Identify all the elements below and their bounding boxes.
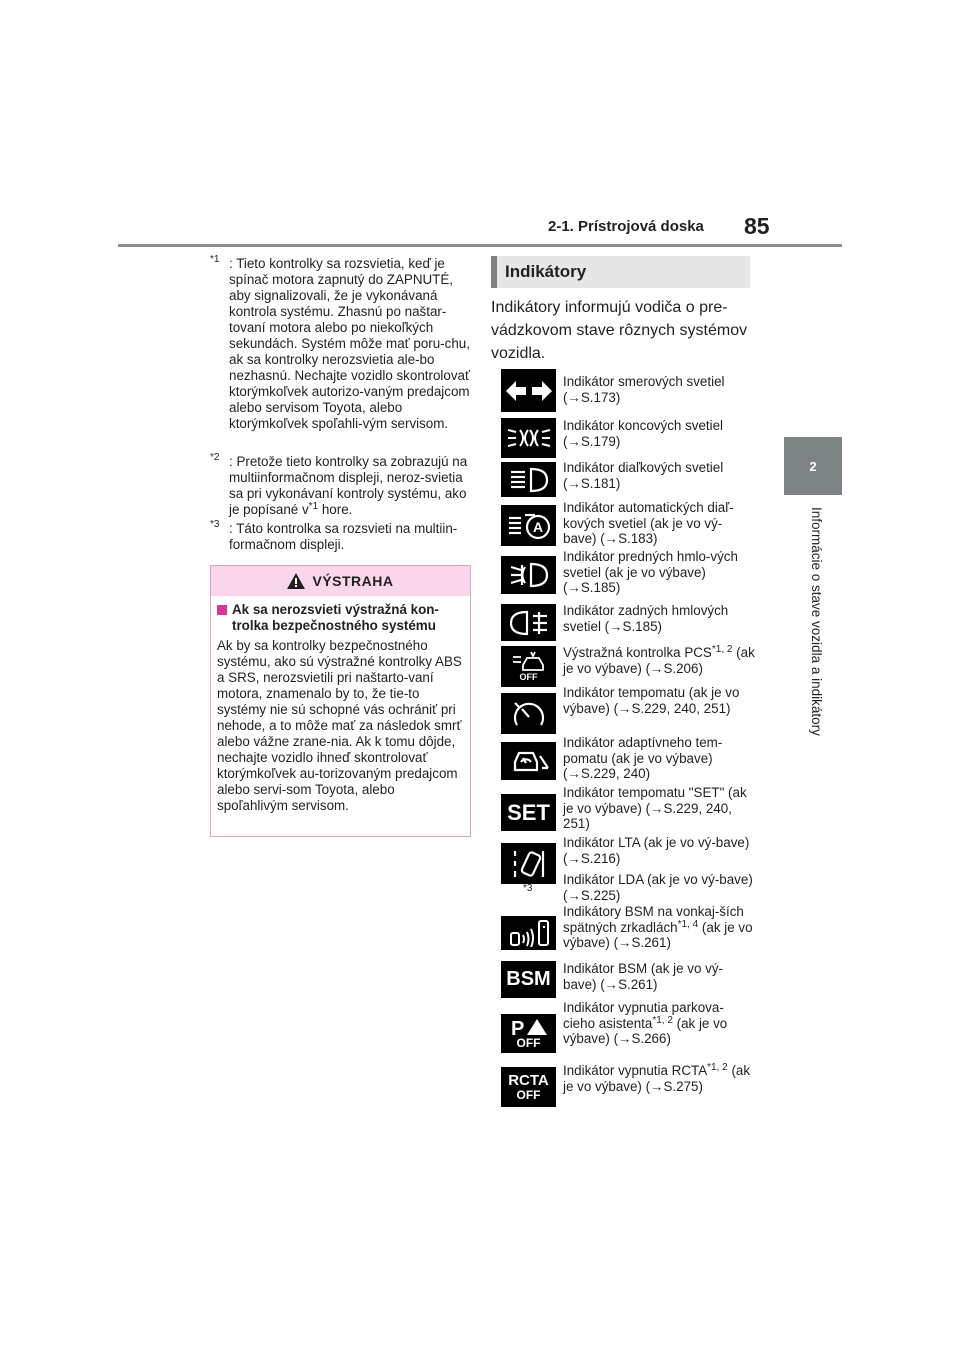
footnote-2: [210, 454, 472, 518]
warning-triangle-icon: [287, 573, 305, 589]
footnote-text: : Pretože tieto kontrolky sa zobrazujú na multiinformačnom displeji, neroz-svietia sa pri vykonávaní kontroly systému, ako je popísané $v^{*1}$ hore.: [229, 454, 468, 517]
tail-light-icon: [501, 418, 556, 458]
indicator-description: Indikátor smerových svetiel (→S.173): [563, 374, 725, 405]
footnote-text: : Tieto kontrolky sa rozsvietia, keď je spínač motora zapnutý do ZAPNUTÉ, aby signalizovali, že je vykonávaná kontrola systému. Zhasnú po naštar-tovaní motora alebo po niekoľkých sekundách. Systém môže mať poru-chu, ak sa kontrolky nerozsvietia ale-bo nezhasnú. Nechajte vozidlo skontrolovať ktorýmkoľvek autorizo-vaným predajcom alebo servisom Toyota, alebo ktorýmkoľvek spoľahli-vým servisom.: [229, 256, 470, 431]
indicator-description: Indikátor tempomatu "SET" (ak je vo výbave) (→S.229, 240, 251): [563, 785, 747, 831]
rear-fog-icon: [501, 604, 556, 641]
footnote-ref: *1: [308, 501, 319, 512]
svg-text:P: P: [510, 1018, 524, 1037]
indicator-description: Indikátor tempomatu (ak je vo výbave) (→S.229, 240, 251): [563, 685, 740, 716]
svg-text:A: A: [532, 518, 543, 535]
warning-box: [210, 565, 471, 837]
auto-high-beam-icon: [501, 505, 556, 546]
indicator-description: Indikátor vypnutia parkova-cieho asistenta$^{*1, 2}$ (ak je vo výbave) (→S.266): [563, 1000, 728, 1046]
indicator-description: Indikátor vypnutia RCTA$^{*1, 2}$ (ak je vo výbave) (→S.275): [563, 1062, 751, 1094]
indicator-description: Indikátor predných hmlo-vých svetiel (ak je vo výbave) (→S.185): [563, 549, 738, 595]
warning-heading: Ak sa nerozsvieti výstražná kon-trolka bezpečnostného systému: [217, 602, 464, 634]
indicator-description: Indikátor LDA (ak je vo vý-bave) (→S.225): [563, 872, 753, 903]
indicator-description: Indikátor koncových svetiel (→S.179): [563, 418, 724, 449]
cruise-control-icon: [501, 693, 556, 734]
chapter-title-vertical: Informácie o stave vozidla a indikátory: [809, 507, 824, 736]
rcta-off-icon: RCTA OFF: [501, 1067, 556, 1107]
page-number: 85: [744, 213, 770, 239]
indicator-description: Indikátor LTA (ak je vo vý-bave) (→S.216): [563, 835, 750, 866]
bullet-square-icon: [217, 605, 227, 615]
turn-signal-icon: [501, 369, 556, 412]
indicator-description: Indikátor zadných hmlových svetiel (→S.185): [563, 603, 729, 634]
indicator-description: Indikátor BSM (ak je vo vý-bave) (→S.261): [563, 961, 723, 992]
adaptive-cruise-icon: [501, 742, 556, 780]
lane-icon: [501, 843, 556, 884]
footnote-1: [210, 256, 472, 432]
parking-assist-off-icon: P OFF: [501, 1014, 556, 1053]
footnote-marker: *1: [210, 254, 220, 265]
lane-icon-note: *3: [523, 883, 533, 894]
footnote-text: : Táto kontrolka sa rozsvieti na multiin-formačnom displeji.: [229, 521, 458, 552]
header-divider: [118, 244, 842, 247]
section-title: 2-1. Prístrojová doska: [548, 218, 704, 235]
front-fog-icon: [501, 556, 556, 594]
indicator-description: Výstražná kontrolka PCS$^{*1, 2}$ (ak je vo výbave) (→S.206): [563, 644, 755, 676]
indicator-description: Indikátor adaptívneho tem-pomatu (ak je vo výbave) (→S.229, 240): [563, 735, 723, 781]
indicator-description: Indikátor diaľkových svetiel (→S.181): [563, 460, 724, 491]
footnote-3: [210, 521, 472, 553]
footnote-marker: *3: [210, 519, 220, 530]
chapter-tab: 2: [784, 437, 842, 495]
indicator-description: Indikátor automatických diaľ-kových svetiel (ak je vo vý-bave) (→S.183): [563, 500, 734, 546]
pcs-off-icon: OFF: [501, 646, 556, 687]
bsm-icon: BSM: [501, 961, 556, 998]
bsm-mirror-icon: [501, 916, 556, 950]
indicators-heading: Indikátory: [491, 256, 750, 288]
warning-title: VÝSTRAHA: [312, 573, 394, 589]
warning-body: Ak by sa kontrolky bezpečnostného systému, ako sú výstražné kontrolky ABS a SRS, nerozsvietili pri naštarto-vaní motora, znamenalo by to, že tie-to systémy nie sú schopné vás ochrániť pri nehode, a to môže mať za následok smrť alebo vážne zrane-nia. Ak k tomu dôjde, nechajte vozidlo ihneď skontrolovať ktorýmkoľvek au-torizovaným predajcom alebo servi-som Toyota, alebo spoľahlivým servisom.: [217, 638, 462, 813]
footnote-marker: *2: [210, 452, 220, 463]
set-icon: SET: [501, 794, 556, 831]
indicators-intro: Indikátory informujú vodiča o pre-vádzkovom stave rôznych systémov vozidla.: [491, 299, 748, 362]
indicator-description: Indikátory BSM na vonkaj-ších spätných zrkadlách$^{*1, 4}$ (ak je vo výbave) (→S.261): [563, 904, 753, 950]
high-beam-icon: [501, 462, 556, 497]
warning-header: [211, 566, 470, 596]
